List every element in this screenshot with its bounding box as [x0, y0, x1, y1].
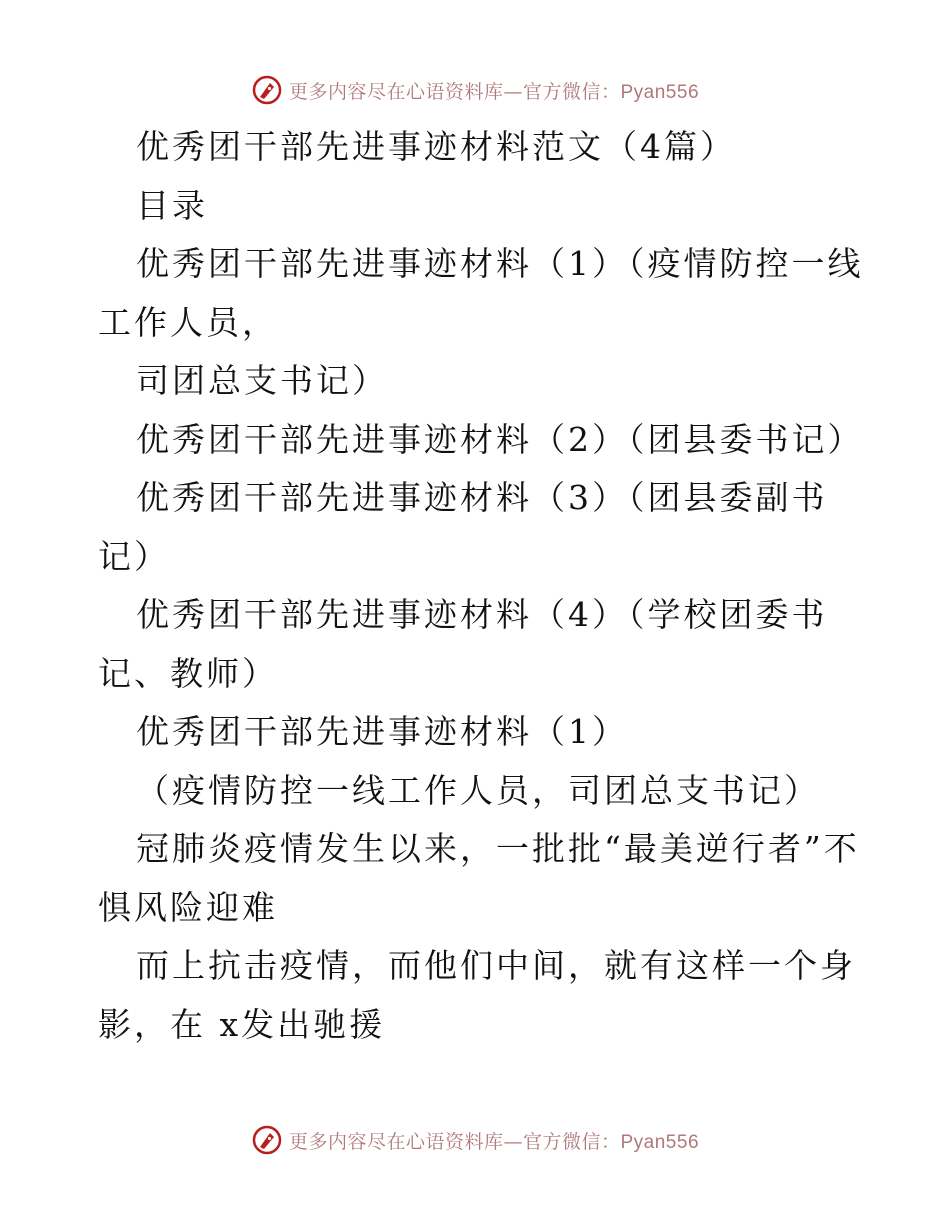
document-line: 优秀团干部先进事迹材料（1）（疫情防控一线 [136, 244, 864, 283]
document-line: 影，在 x发出驰援 [98, 1004, 386, 1044]
watermark-dash: — [503, 80, 523, 103]
document-line: 记） [98, 536, 170, 576]
watermark-banner-top [0, 70, 950, 110]
pen-nib-logo-icon [251, 74, 283, 106]
document-line: 工作人员， [98, 302, 278, 342]
document-line: 司团总支书记） [136, 361, 388, 400]
watermark-dash: — [503, 1130, 523, 1153]
document-line: 记、教师） [98, 653, 278, 693]
watermark-wechat-id: Pyan556 [620, 81, 700, 103]
watermark-wechat-label: 官方微信： [522, 1130, 621, 1153]
document-body [98, 118, 864, 1054]
pen-nib-logo-icon [251, 1124, 283, 1156]
watermark-banner-bottom [0, 1120, 950, 1160]
watermark-wechat-id: Pyan556 [620, 1131, 700, 1153]
document-line: 优秀团干部先进事迹材料范文（4篇） [136, 127, 736, 166]
watermark-site-text: 更多内容尽在心语资料库 [288, 1130, 504, 1153]
document-line: 优秀团干部先进事迹材料（1） [136, 712, 628, 751]
document-line: 优秀团干部先进事迹材料（2）（团县委书记） [136, 419, 864, 459]
watermark-text [289, 1127, 699, 1154]
document-line: 冠肺炎疫情发生以来，一批批“最美逆行者”不 [136, 829, 860, 868]
watermark-wechat-label: 官方微信： [522, 80, 621, 103]
document-line: 优秀团干部先进事迹材料（3）（团县委副书 [136, 478, 828, 517]
watermark-site-text: 更多内容尽在心语资料库 [288, 80, 504, 103]
document-line: （疫情防控一线工作人员，司团总支书记） [136, 770, 820, 810]
document-line: 目录 [136, 185, 208, 225]
watermark-text [289, 77, 699, 104]
document-line: 优秀团干部先进事迹材料（4）（学校团委书 [136, 595, 828, 634]
document-line: 惧风险迎难 [98, 887, 278, 927]
document-line: 而上抗击疫情，而他们中间，就有这样一个身 [136, 946, 856, 985]
